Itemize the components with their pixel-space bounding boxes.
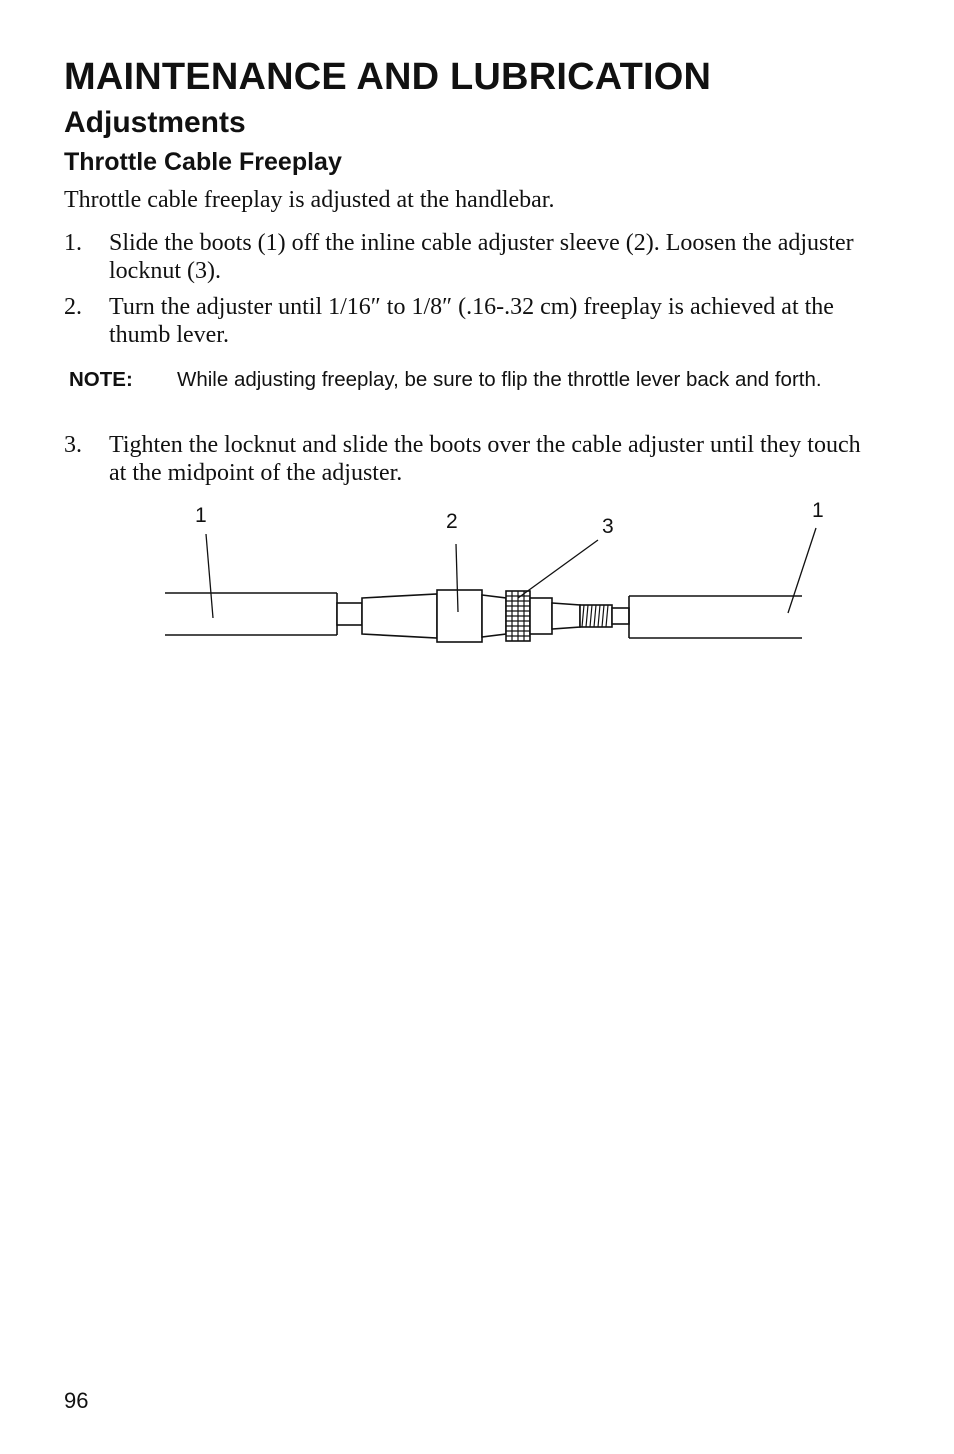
left-cable-stub — [337, 603, 362, 625]
cable-adjuster-illustration — [150, 490, 824, 660]
note-label: NOTE: — [69, 368, 133, 391]
step-number: 3. — [64, 432, 82, 458]
note-block — [69, 367, 869, 392]
page-title: MAINTENANCE AND LUBRICATION — [64, 56, 712, 98]
right-cable-stub — [612, 608, 629, 624]
leader-line-boot-right — [788, 528, 816, 613]
intro-paragraph: Throttle cable freeplay is adjusted at the handlebar. — [64, 187, 555, 213]
callout-locknut: 3 — [602, 515, 614, 538]
subsection-heading: Throttle Cable Freeplay — [64, 148, 342, 176]
adjuster-housing — [362, 594, 437, 638]
sleeve-neck — [482, 595, 506, 637]
step-number: 2. — [64, 294, 82, 320]
step-text: Slide the boots (1) off the inline cable adjuster sleeve (2). Loosen the adjuster locknut (3). — [109, 230, 854, 284]
cable-adjuster-diagram — [150, 490, 824, 660]
page-number: 96 — [64, 1388, 89, 1413]
callout-boot-right: 1 — [812, 499, 824, 522]
note-text: While adjusting freeplay, be sure to flip the throttle lever back and forth. — [177, 368, 822, 391]
adjuster-barrel — [530, 598, 552, 634]
adjuster-shaft — [552, 603, 580, 629]
step-number: 1. — [64, 230, 82, 256]
section-heading: Adjustments — [64, 106, 246, 139]
step-3 — [64, 431, 864, 487]
step-text: Tighten the locknut and slide the boots over the cable adjuster until they touch at the midpoint of the adjuster. — [109, 432, 861, 486]
step-1 — [64, 229, 864, 285]
step-2 — [64, 293, 864, 349]
step-text: Turn the adjuster until 1/16″ to 1/8″ (.16-.32 cm) freeplay is achieved at the thumb lever. — [109, 294, 834, 348]
leader-line-boot-left — [206, 534, 213, 618]
leader-line-locknut — [518, 540, 598, 598]
adjuster-sleeve — [437, 590, 482, 642]
callout-sleeve: 2 — [446, 510, 458, 533]
callout-boot-left: 1 — [195, 504, 207, 527]
